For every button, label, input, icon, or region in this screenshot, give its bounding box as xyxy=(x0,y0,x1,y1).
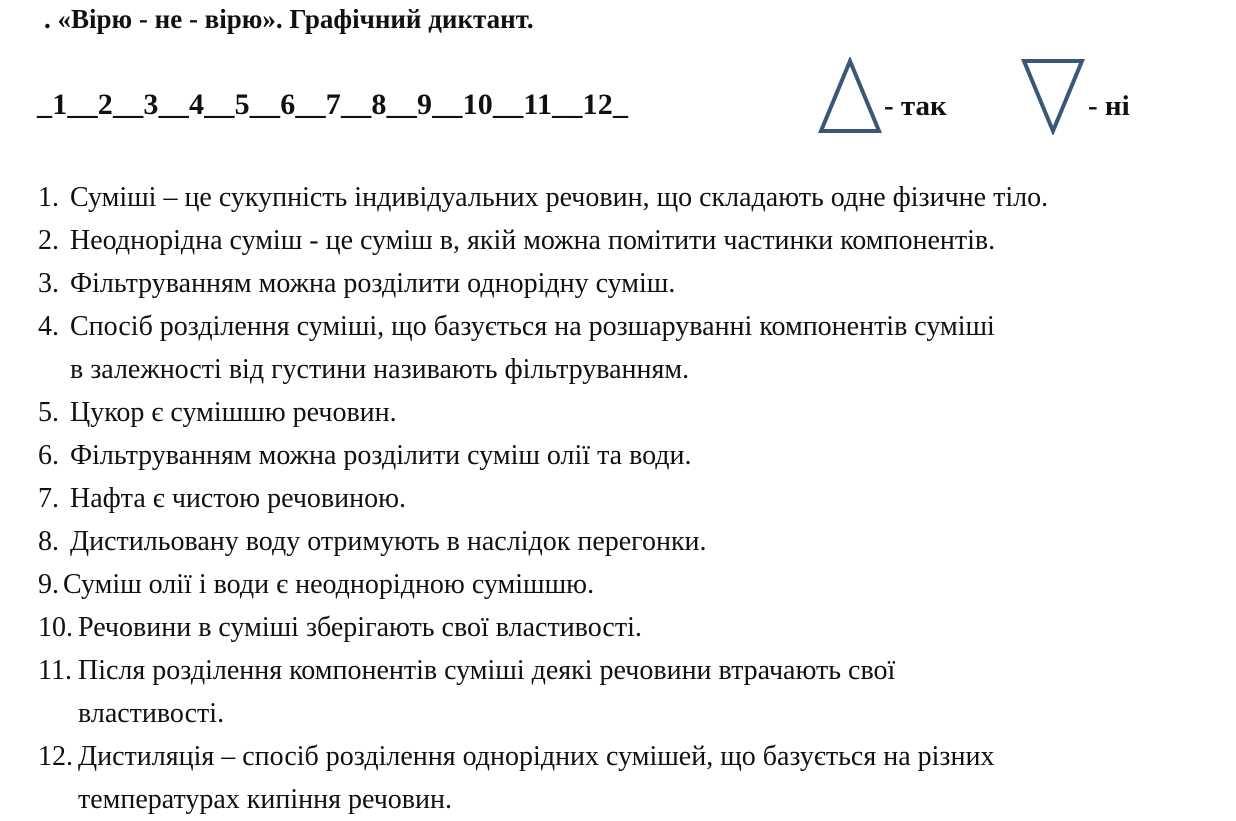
statement-number: 6. xyxy=(38,440,59,471)
statement-line: Суміш олії і води є неоднорідною сумішшю. xyxy=(63,569,595,600)
statement-number: 10. xyxy=(38,612,73,643)
statement-item xyxy=(38,219,1228,262)
statement-line: Після розділення компонентів суміші деякі речовини втрачають свої xyxy=(78,655,896,686)
statement-line: Дистильовану воду отримують в наслідок перегонки. xyxy=(70,526,707,557)
statement-number: 9. xyxy=(38,569,59,600)
triangle-down-icon xyxy=(1020,57,1086,135)
statement-text xyxy=(70,434,692,477)
statement-number: 5. xyxy=(38,397,59,428)
statement-item xyxy=(38,649,1228,735)
statement-text xyxy=(70,391,397,434)
triangle-up-icon xyxy=(818,57,882,135)
statement-line: Суміші – це сукупність індивідуальних речовин, що складають одне фізичне тіло. xyxy=(70,182,1049,213)
statement-line: в залежності від густини називають фільтруванням. xyxy=(70,354,690,385)
statement-text xyxy=(70,305,995,391)
statement-line: Нафта є чистою речовиною. xyxy=(70,483,407,514)
statement-item xyxy=(38,477,1228,520)
statement-text xyxy=(70,262,675,305)
statement-line: Речовини в суміші зберігають свої властивості. xyxy=(78,612,642,643)
statement-list xyxy=(38,176,1228,821)
statement-number: 1. xyxy=(38,182,59,213)
statement-line: Спосіб розділення суміші, що базується на розшаруванні компонентів суміші xyxy=(70,311,995,342)
legend-no xyxy=(1020,57,1130,135)
statement-text xyxy=(70,176,1048,219)
statement-text xyxy=(63,563,594,606)
statement-number: 8. xyxy=(38,526,59,557)
statement-number: 3. xyxy=(38,268,59,299)
answer-number-line: _1__2__3__4__5__6__7__8__9__10__11__12_ xyxy=(37,88,629,121)
statement-line: Фільтруванням можна розділити однорідну суміш. xyxy=(70,268,676,299)
legend-no-label: - ні xyxy=(1088,89,1130,122)
legend-yes xyxy=(818,57,947,135)
statement-item xyxy=(38,391,1228,434)
statement-text xyxy=(78,735,994,821)
statement-line: Фільтруванням можна розділити суміш олії та води. xyxy=(70,440,692,471)
statement-item xyxy=(38,735,1228,821)
statement-line: Цукор є сумішшю речовин. xyxy=(70,397,397,428)
statement-item xyxy=(38,176,1228,219)
statement-line: властивості. xyxy=(78,698,225,729)
statement-number: 11. xyxy=(38,655,72,686)
statement-item xyxy=(38,606,1228,649)
page-title: . «Вірю - не - вірю». Графічний диктант. xyxy=(44,4,534,34)
statement-line: Неоднорідна суміш - це суміш в, якій можна помітити частинки компонентів. xyxy=(70,225,996,256)
statement-text xyxy=(70,477,406,520)
statement-text xyxy=(78,649,895,735)
statement-line: Дистиляція – спосіб розділення однорідних сумішей, що базується на різних xyxy=(78,741,995,772)
statement-item xyxy=(38,262,1228,305)
statement-item xyxy=(38,520,1228,563)
statement-text xyxy=(78,606,642,649)
statement-text xyxy=(70,219,995,262)
statement-number: 2. xyxy=(38,225,59,256)
statement-text xyxy=(70,520,707,563)
statement-item xyxy=(38,434,1228,477)
statement-number: 12. xyxy=(38,741,73,772)
statement-item xyxy=(38,305,1228,391)
statement-item xyxy=(38,563,1228,606)
statement-number: 7. xyxy=(38,483,59,514)
legend-yes-label: - так xyxy=(884,89,947,122)
statement-number: 4. xyxy=(38,311,59,342)
statement-line: температурах кипіння речовин. xyxy=(78,784,452,815)
